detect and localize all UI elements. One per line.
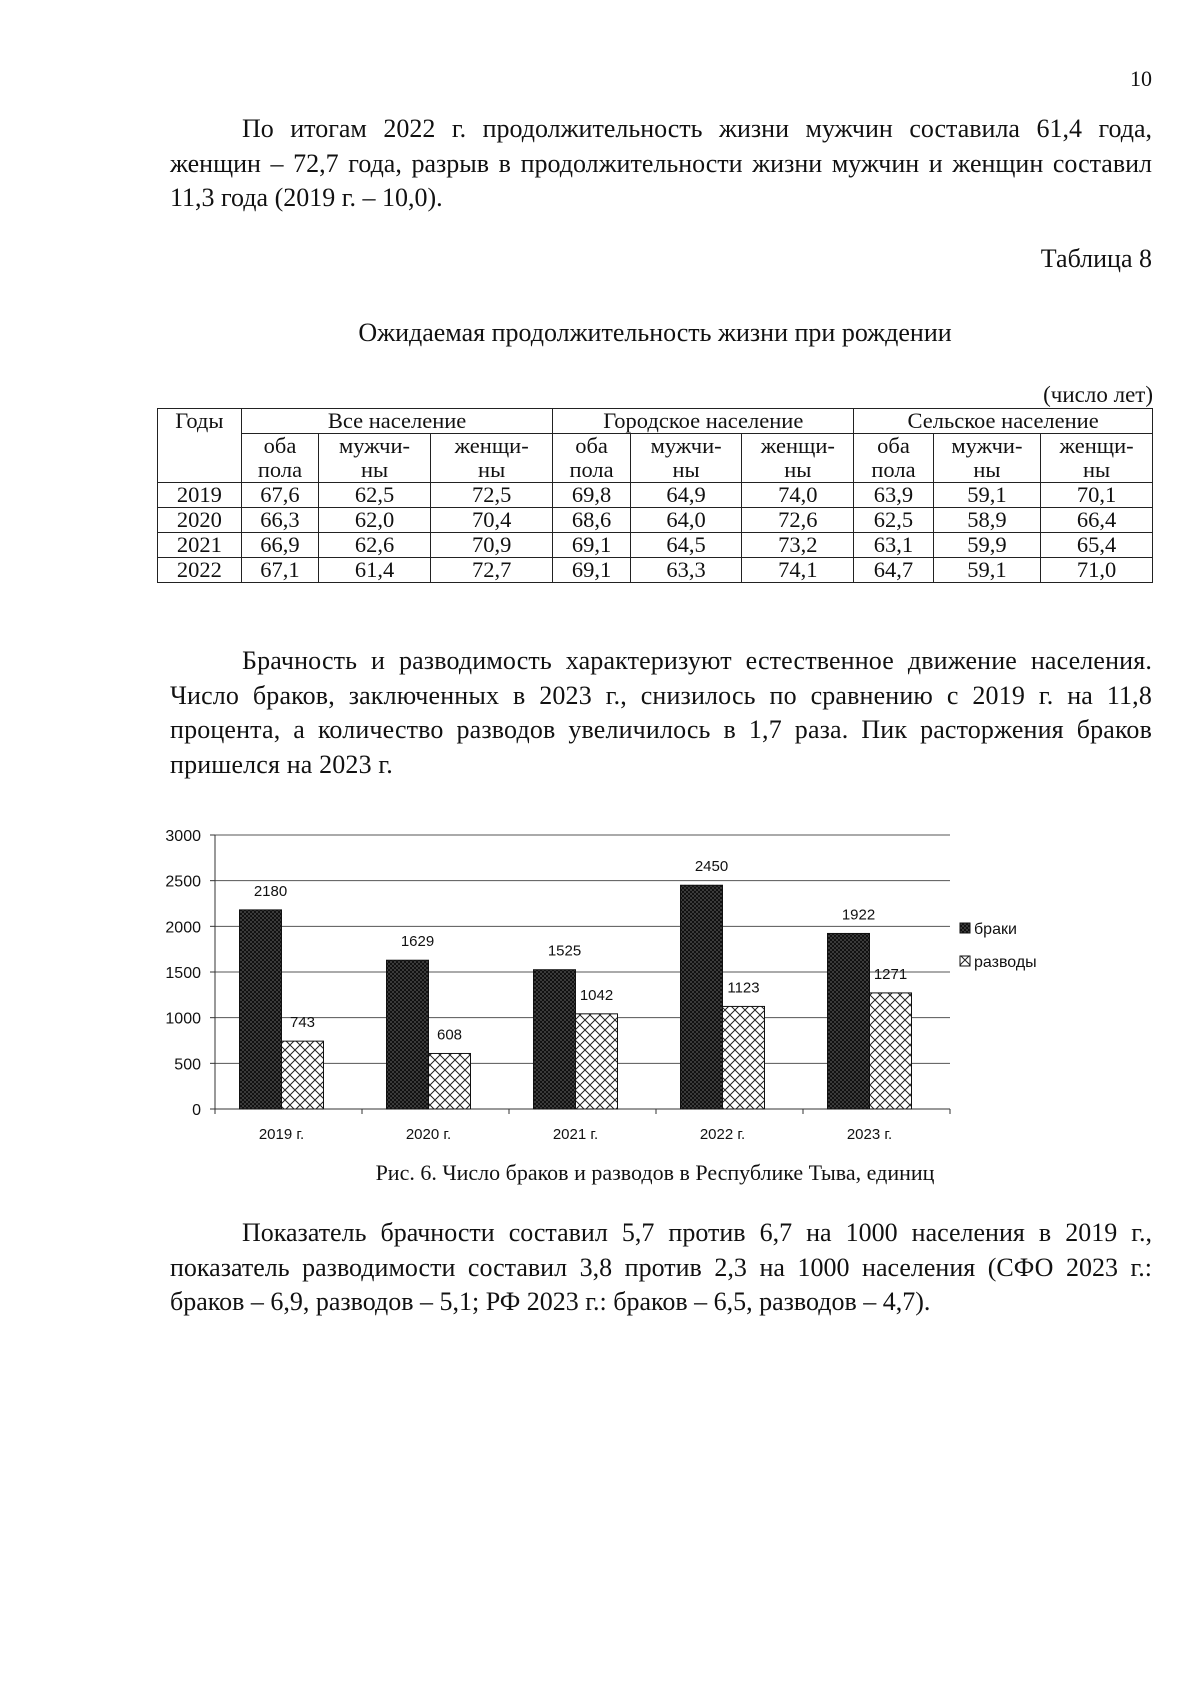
value-cell: 59,1	[933, 483, 1040, 508]
value-cell: 73,2	[742, 533, 854, 558]
legend-label-marriages: браки	[974, 921, 1017, 938]
table-row	[158, 508, 1153, 533]
header-group-urban: Городское население	[553, 409, 854, 434]
chart-caption: Рис. 6. Число браков и разводов в Республике Тыва, единиц	[375, 1160, 935, 1185]
value-cell: 59,1	[933, 558, 1040, 583]
value-cell: 63,1	[854, 533, 934, 558]
bar-divorces	[429, 1053, 471, 1109]
value-cell: 58,9	[933, 508, 1040, 533]
paragraph-life-expectancy	[170, 112, 1152, 216]
y-tick-label: 1000	[165, 1010, 201, 1028]
subheader-cell: женщи-	[742, 434, 854, 459]
y-tick-label: 1500	[165, 965, 201, 982]
subheader-cell: мужчи-	[933, 434, 1040, 459]
value-cell: 61,4	[319, 558, 431, 583]
value-cell: 70,1	[1041, 483, 1153, 508]
x-tick-label: 2020 г.	[405, 1126, 452, 1143]
value-cell: 63,9	[854, 483, 934, 508]
bar-marriages	[534, 970, 576, 1109]
value-cell: 72,5	[430, 483, 552, 508]
paragraph-1-text: По итогам 2022 г. продолжительность жизни мужчин составила 61,4 года, женщин – 72,7 года, разрыв в продолжительности жизни мужчин и женщин составил 11,3 года (2019 г. – 10,0).	[170, 114, 1152, 212]
bar-divorces	[282, 1041, 324, 1109]
value-cell: 69,1	[553, 558, 630, 583]
value-cell: 72,6	[742, 508, 854, 533]
table-title: Ожидаемая продолжительность жизни при рождении	[358, 318, 952, 347]
table-row	[158, 533, 1153, 558]
legend-swatch-divorces	[960, 956, 970, 966]
value-cell: 69,8	[553, 483, 630, 508]
header-years: Годы	[158, 409, 242, 483]
subheader-cell: оба	[553, 434, 630, 459]
table-subheader-row-1	[158, 434, 1153, 459]
table-unit: (число лет)	[1043, 382, 1153, 407]
subheader-cell: ны	[742, 458, 854, 483]
y-tick-label: 2500	[165, 873, 201, 891]
x-tick-label: 2021 г.	[552, 1126, 599, 1143]
data-label: 743	[289, 1014, 316, 1032]
table-label: Таблица 8	[1040, 244, 1152, 273]
header-group-all: Все население	[241, 409, 553, 434]
table-row	[158, 558, 1153, 583]
bar-divorces	[576, 1014, 618, 1109]
paragraph-rates	[170, 1216, 1152, 1320]
year-cell: 2022	[158, 558, 242, 583]
subheader-cell: ны	[1041, 458, 1153, 483]
table-subheader-row-2	[158, 458, 1153, 483]
data-label: 1123	[727, 979, 760, 997]
paragraph-marriages	[170, 644, 1152, 782]
subheader-cell: пола	[553, 458, 630, 483]
value-cell: 66,3	[241, 508, 318, 533]
value-cell: 68,6	[553, 508, 630, 533]
value-cell: 64,5	[630, 533, 742, 558]
subheader-cell: ны	[630, 458, 742, 483]
subheader-cell: ны	[933, 458, 1040, 483]
data-label: 1042	[579, 986, 614, 1004]
value-cell: 74,1	[742, 558, 854, 583]
data-label: 1922	[841, 906, 876, 924]
value-cell: 63,3	[630, 558, 742, 583]
y-tick-label: 2000	[165, 919, 201, 937]
y-tick-label: 0	[192, 1102, 201, 1119]
subheader-cell: оба	[854, 434, 934, 459]
subheader-cell: мужчи-	[319, 434, 431, 459]
value-cell: 66,4	[1041, 508, 1153, 533]
value-cell: 62,5	[319, 483, 431, 508]
legend-swatch-marriages	[960, 923, 970, 933]
table-row	[158, 483, 1153, 508]
value-cell: 70,4	[430, 508, 552, 533]
subheader-cell: ны	[430, 458, 552, 483]
year-cell: 2021	[158, 533, 242, 558]
chart-bars	[240, 882, 912, 1109]
subheader-cell: пола	[854, 458, 934, 483]
value-cell: 67,6	[241, 483, 318, 508]
subheader-cell: ны	[319, 458, 431, 483]
bar-marriages	[387, 960, 429, 1109]
value-cell: 62,5	[854, 508, 934, 533]
subheader-cell: пола	[241, 458, 318, 483]
page-number: 10	[1130, 66, 1152, 91]
life-expectancy-table	[157, 408, 1153, 583]
data-label: 1271	[873, 965, 908, 983]
data-label: 2450	[694, 858, 729, 876]
value-cell: 59,9	[933, 533, 1040, 558]
value-cell: 69,1	[553, 533, 630, 558]
paragraph-3-text: Показатель брачности составил 5,7 против 6,7 на 1000 населения в 2019 г., показатель разводимости составил 3,8 против 2,3 на 1000 населения (СФО 2023 г.: браков – 6,9, разводов – 5,1; РФ 2023 г.: браков – 6,5, разводов – 4,7).	[170, 1218, 1152, 1316]
subheader-cell: женщи-	[1041, 434, 1153, 459]
bar-marriages	[681, 885, 723, 1109]
header-group-rural: Сельское население	[854, 409, 1153, 434]
value-cell: 64,7	[854, 558, 934, 583]
value-cell: 71,0	[1041, 558, 1153, 583]
subheader-cell: оба	[241, 434, 318, 459]
data-label: 1525	[547, 942, 582, 960]
subheader-cell: женщи-	[430, 434, 552, 459]
legend-label-divorces: разводы	[974, 954, 1037, 971]
x-tick-label: 2019 г.	[258, 1126, 305, 1143]
value-cell: 70,9	[430, 533, 552, 558]
bar-marriages	[240, 910, 282, 1109]
y-tick-label: 3000	[165, 828, 201, 845]
y-tick-label: 500	[174, 1056, 201, 1074]
value-cell: 72,7	[430, 558, 552, 583]
value-cell: 64,0	[630, 508, 742, 533]
bar-marriages	[828, 933, 870, 1109]
bar-divorces	[870, 993, 912, 1109]
x-tick-label: 2023 г.	[846, 1126, 893, 1143]
marriages-divorces-chart	[150, 815, 1150, 1155]
value-cell: 74,0	[742, 483, 854, 508]
chart-legend	[960, 921, 1037, 971]
data-label: 1629	[400, 933, 435, 951]
value-cell: 62,6	[319, 533, 431, 558]
value-cell: 67,1	[241, 558, 318, 583]
table-header-row	[158, 409, 1153, 434]
subheader-cell: мужчи-	[630, 434, 742, 459]
data-label: 608	[436, 1026, 463, 1044]
value-cell: 62,0	[319, 508, 431, 533]
year-cell: 2020	[158, 508, 242, 533]
data-label: 2180	[253, 882, 288, 900]
x-tick-label: 2022 г.	[699, 1126, 746, 1143]
year-cell: 2019	[158, 483, 242, 508]
value-cell: 65,4	[1041, 533, 1153, 558]
bar-divorces	[723, 1006, 765, 1109]
paragraph-2-text: Брачность и разводимость характеризуют естественное движение населения. Число браков, заключенных в 2023 г., снизилось по сравнению с 2019 г. на 11,8 процента, а количество разводов увеличилось в 1,7 раза. Пик расторжения браков пришелся на 2023 г.	[170, 646, 1152, 779]
value-cell: 66,9	[241, 533, 318, 558]
chart-svg	[150, 815, 1150, 1155]
value-cell: 64,9	[630, 483, 742, 508]
